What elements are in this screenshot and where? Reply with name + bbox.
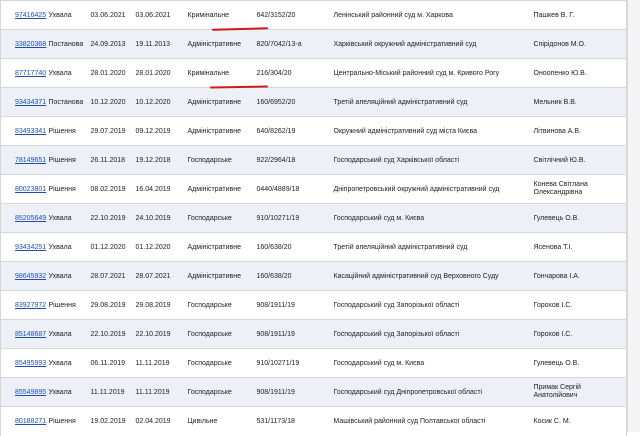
court-name: Ленінський районний суд м. Харкова bbox=[333, 11, 453, 19]
proceeding-form: Адміністративне bbox=[187, 185, 241, 193]
court-name: Окружний адміністративний суд міста Києва bbox=[333, 127, 478, 135]
table-row bbox=[1, 175, 627, 204]
decision-type-cell bbox=[47, 59, 89, 88]
decision-type: Постанова bbox=[48, 40, 84, 48]
registration-date-cell bbox=[134, 291, 186, 320]
judge-name-cell bbox=[532, 30, 627, 59]
decision-id-link-cell[interactable] bbox=[1, 320, 47, 349]
case-number-cell bbox=[255, 407, 332, 436]
table-row bbox=[1, 233, 627, 262]
table-row bbox=[1, 59, 627, 88]
registration-date-cell bbox=[134, 320, 186, 349]
results-body bbox=[1, 1, 627, 436]
judge-name-cell bbox=[532, 88, 627, 117]
proceeding-form: Господарське bbox=[187, 330, 232, 338]
decision-date-cell bbox=[89, 291, 134, 320]
decision-date: 11.11.2019 bbox=[90, 388, 125, 396]
decision-id-link-cell[interactable] bbox=[1, 146, 47, 175]
decision-id-link[interactable]: 98645932 bbox=[15, 272, 47, 280]
decision-id-link-cell[interactable] bbox=[1, 117, 47, 146]
registration-date: 11.11.2019 bbox=[135, 359, 170, 367]
decision-id-link[interactable]: 80188271 bbox=[15, 417, 47, 425]
proceeding-form: Адміністративне bbox=[187, 243, 241, 251]
proceeding-form-cell bbox=[186, 146, 255, 175]
case-number: 910/10271/19 bbox=[256, 359, 300, 367]
decision-type: Ухвала bbox=[48, 11, 72, 19]
decision-date: 29.07.2019 bbox=[90, 127, 126, 135]
proceeding-form-cell bbox=[186, 1, 255, 30]
decision-id-link-cell[interactable] bbox=[1, 349, 47, 378]
case-number-cell bbox=[255, 291, 332, 320]
registration-date: 22.10.2019 bbox=[135, 330, 171, 338]
table-row bbox=[1, 262, 627, 291]
case-number-cell bbox=[255, 88, 332, 117]
decision-date: 19.02.2019 bbox=[90, 417, 126, 425]
registration-date-cell bbox=[134, 88, 186, 117]
court-name-cell bbox=[332, 378, 532, 407]
judge-name: Мельник В.В. bbox=[533, 98, 577, 106]
case-number: 908/1911/19 bbox=[256, 388, 295, 396]
decision-date: 24.09.2013 bbox=[90, 40, 126, 48]
decision-id-link-cell[interactable] bbox=[1, 378, 47, 407]
decision-id-link[interactable]: 78149651 bbox=[15, 156, 47, 164]
decision-id-link[interactable]: 85148687 bbox=[15, 330, 47, 338]
judge-name: Світлічний Ю.В. bbox=[533, 156, 586, 164]
decision-type: Ухвала bbox=[48, 359, 72, 367]
judge-name: Гулевець О.В. bbox=[533, 359, 580, 367]
registration-date: 24.10.2019 bbox=[135, 214, 171, 222]
court-name: Господарський суд Запорізької області bbox=[333, 330, 460, 338]
proceeding-form: Господарське bbox=[187, 359, 232, 367]
decision-type-cell bbox=[47, 262, 89, 291]
court-name: Господарський суд м. Києва bbox=[333, 359, 425, 367]
registration-date-cell bbox=[134, 146, 186, 175]
decision-id-link-cell[interactable] bbox=[1, 407, 47, 436]
proceeding-form: Господарське bbox=[187, 214, 232, 222]
case-number-cell bbox=[255, 262, 332, 291]
decision-type: Постанова bbox=[48, 98, 84, 106]
decision-date: 01.12.2020 bbox=[90, 243, 126, 251]
court-name: Господарський суд Харківської області bbox=[333, 156, 459, 164]
proceeding-form: Господарське bbox=[187, 301, 232, 309]
registration-date-cell bbox=[134, 204, 186, 233]
proceeding-form-cell bbox=[186, 30, 255, 59]
decision-id-link-cell[interactable] bbox=[1, 1, 47, 30]
table-row bbox=[1, 349, 627, 378]
table-row bbox=[1, 320, 627, 349]
proceeding-form-cell bbox=[186, 407, 255, 436]
case-number: 908/1911/19 bbox=[256, 330, 295, 338]
court-name-cell bbox=[332, 349, 532, 378]
court-name-cell bbox=[332, 30, 532, 59]
registration-date-cell bbox=[134, 30, 186, 59]
proceeding-form: Кримінальне bbox=[187, 69, 229, 77]
decision-date: 10.12.2020 bbox=[90, 98, 126, 106]
table-row bbox=[1, 291, 627, 320]
case-number-cell bbox=[255, 59, 332, 88]
registration-date: 16.04.2019 bbox=[135, 185, 171, 193]
decision-type: Рішення bbox=[48, 417, 76, 425]
decision-id-link[interactable]: 85549895 bbox=[15, 388, 47, 396]
registration-date: 28.07.2021 bbox=[135, 272, 171, 280]
judge-name-cell bbox=[532, 204, 627, 233]
judge-name: Косик С. М. bbox=[533, 417, 571, 425]
judge-name-cell bbox=[532, 291, 627, 320]
decision-date-cell bbox=[89, 378, 134, 407]
court-name-cell bbox=[332, 204, 532, 233]
table-row bbox=[1, 117, 627, 146]
case-number-cell bbox=[255, 1, 332, 30]
decision-type-cell bbox=[47, 378, 89, 407]
court-name-cell bbox=[332, 88, 532, 117]
registration-date-cell bbox=[134, 262, 186, 291]
table-row bbox=[1, 204, 627, 233]
decision-id-link-cell[interactable] bbox=[1, 204, 47, 233]
proceeding-form: Господарське bbox=[187, 156, 232, 164]
court-name: Дніпропетровський окружний адміністративний суд bbox=[333, 185, 500, 193]
proceeding-form-cell bbox=[186, 59, 255, 88]
case-number: 642/3152/20 bbox=[256, 11, 296, 19]
case-number-cell bbox=[255, 204, 332, 233]
case-number: 922/2964/18 bbox=[256, 156, 296, 164]
proceeding-form: Кримінальне bbox=[187, 11, 229, 19]
court-name-cell bbox=[332, 117, 532, 146]
proceeding-form-cell bbox=[186, 204, 255, 233]
case-number-cell bbox=[255, 175, 332, 204]
table-row bbox=[1, 88, 627, 117]
court-name-cell bbox=[332, 1, 532, 30]
decision-id-link[interactable]: 85495993 bbox=[15, 359, 47, 367]
table-row bbox=[1, 407, 627, 436]
decision-type: Ухвала bbox=[48, 272, 72, 280]
decision-date-cell bbox=[89, 262, 134, 291]
table-row bbox=[1, 1, 627, 30]
registration-date-cell bbox=[134, 175, 186, 204]
case-number: 216/304/20 bbox=[256, 69, 292, 77]
court-name-cell bbox=[332, 59, 532, 88]
decision-date-cell bbox=[89, 30, 134, 59]
proceeding-form: Адміністративне bbox=[187, 127, 241, 135]
decision-id-link[interactable]: 93434371 bbox=[15, 98, 47, 106]
proceeding-form: Адміністративне bbox=[187, 272, 241, 280]
case-number-cell bbox=[255, 146, 332, 175]
case-number-cell bbox=[255, 233, 332, 262]
case-number: 0440/4889/18 bbox=[256, 185, 300, 193]
case-number: 908/1911/19 bbox=[256, 301, 295, 309]
decision-id-link[interactable]: 83493341 bbox=[15, 127, 47, 135]
decision-date: 06.11.2019 bbox=[90, 359, 126, 367]
judge-name: Оноопенко Ю.В. bbox=[533, 69, 587, 77]
registration-date: 01.12.2020 bbox=[135, 243, 171, 251]
decision-type: Ухвала bbox=[48, 69, 72, 77]
decision-type-cell bbox=[47, 407, 89, 436]
judge-name: Літвинова А.В. bbox=[533, 127, 581, 135]
proceeding-form-cell bbox=[186, 349, 255, 378]
proceeding-form-cell bbox=[186, 291, 255, 320]
registration-date-cell bbox=[134, 378, 186, 407]
proceeding-form-cell bbox=[186, 88, 255, 117]
decision-date-cell bbox=[89, 88, 134, 117]
decision-type: Ухвала bbox=[48, 330, 72, 338]
case-number: 160/638/20 bbox=[256, 243, 292, 251]
table-row bbox=[1, 146, 627, 175]
judge-name-cell bbox=[532, 349, 627, 378]
judge-name-cell bbox=[532, 59, 627, 88]
judge-name: Гулевець О.В. bbox=[533, 214, 580, 222]
judge-name: Горохов І.С. bbox=[533, 330, 573, 338]
registration-date-cell bbox=[134, 407, 186, 436]
decision-type-cell bbox=[47, 1, 89, 30]
decision-date: 03.06.2021 bbox=[90, 11, 126, 19]
decision-date-cell bbox=[89, 146, 134, 175]
case-number: 910/10271/19 bbox=[256, 214, 300, 222]
decision-date: 28.01.2020 bbox=[90, 69, 126, 77]
registration-date: 02.04.2019 bbox=[135, 417, 171, 425]
registration-date-cell bbox=[134, 1, 186, 30]
judge-name-cell bbox=[532, 320, 627, 349]
judge-name: Пашкев В. Г. bbox=[533, 11, 575, 19]
court-name: Касаційний адміністративний суд Верховного Суду bbox=[333, 272, 499, 280]
decision-type-cell bbox=[47, 117, 89, 146]
proceeding-form-cell bbox=[186, 233, 255, 262]
court-name: Господарський суд Дніпропетровської області bbox=[333, 388, 483, 396]
proceeding-form: Господарське bbox=[187, 388, 232, 396]
decision-date: 29.08.2019 bbox=[90, 301, 126, 309]
decision-type-cell bbox=[47, 30, 89, 59]
decision-date: 08.02.2019 bbox=[90, 185, 126, 193]
court-name-cell bbox=[332, 291, 532, 320]
court-name: Господарський суд м. Києва bbox=[333, 214, 425, 222]
decision-type: Рішення bbox=[48, 185, 76, 193]
court-name: Третій апеляційний адміністративний суд bbox=[333, 98, 468, 106]
decision-id-link[interactable]: 83927972 bbox=[15, 301, 47, 309]
court-name-cell bbox=[332, 262, 532, 291]
decision-type-cell bbox=[47, 349, 89, 378]
judge-name-cell bbox=[532, 233, 627, 262]
registration-date-cell bbox=[134, 59, 186, 88]
registration-date: 09.12.2019 bbox=[135, 127, 171, 135]
case-number-cell bbox=[255, 349, 332, 378]
decision-id-link-cell[interactable] bbox=[1, 30, 47, 59]
decision-type: Ухвала bbox=[48, 388, 72, 396]
decision-id-link-cell[interactable] bbox=[1, 88, 47, 117]
decision-id-link-cell[interactable] bbox=[1, 262, 47, 291]
decision-date-cell bbox=[89, 59, 134, 88]
judge-name: Конева Світлана Олександрівна bbox=[533, 181, 588, 196]
decision-type: Рішення bbox=[48, 127, 76, 135]
case-number-cell bbox=[255, 30, 332, 59]
court-name: Машівський районний суд Полтавської області bbox=[333, 417, 486, 425]
registration-date-cell bbox=[134, 117, 186, 146]
judge-name: Горохов І.С. bbox=[533, 301, 573, 309]
registration-date: 03.06.2021 bbox=[135, 11, 171, 19]
decision-id-link[interactable]: 33820368 bbox=[15, 40, 47, 48]
decision-type-cell bbox=[47, 204, 89, 233]
decision-date-cell bbox=[89, 204, 134, 233]
judge-name-cell bbox=[532, 407, 627, 436]
registration-date: 29.08.2019 bbox=[135, 301, 171, 309]
proceeding-form-cell bbox=[186, 378, 255, 407]
decision-id-link[interactable]: 93434251 bbox=[15, 243, 47, 251]
decision-type-cell bbox=[47, 233, 89, 262]
decision-id-link[interactable]: 80023801 bbox=[15, 185, 47, 193]
registration-date: 11.11.2019 bbox=[135, 388, 170, 396]
court-name: Харківський окружний адміністративний суд bbox=[333, 40, 477, 48]
table-row bbox=[1, 30, 627, 59]
table-row bbox=[1, 378, 627, 407]
decision-type: Рішення bbox=[48, 156, 76, 164]
decision-type-cell bbox=[47, 320, 89, 349]
registration-date-cell bbox=[134, 233, 186, 262]
case-number-cell bbox=[255, 117, 332, 146]
case-number: 160/638/20 bbox=[256, 272, 292, 280]
decision-id-link-cell[interactable] bbox=[1, 175, 47, 204]
decision-id-link[interactable]: 85205649 bbox=[15, 214, 47, 222]
court-name: Господарський суд Запорізької області bbox=[333, 301, 460, 309]
proceeding-form-cell bbox=[186, 262, 255, 291]
decision-date-cell bbox=[89, 175, 134, 204]
case-number: 820/7042/13-а bbox=[256, 40, 302, 48]
judge-name-cell bbox=[532, 175, 627, 204]
court-name-cell bbox=[332, 320, 532, 349]
registration-date: 19.11.2013 bbox=[135, 40, 171, 48]
case-number: 160/6952/20 bbox=[256, 98, 296, 106]
registration-date: 28.01.2020 bbox=[135, 69, 171, 77]
proceeding-form: Адміністративне bbox=[187, 98, 241, 106]
case-number: 640/8262/19 bbox=[256, 127, 296, 135]
judge-name-cell bbox=[532, 262, 627, 291]
decision-date-cell bbox=[89, 1, 134, 30]
decision-type: Ухвала bbox=[48, 214, 72, 222]
court-name-cell bbox=[332, 175, 532, 204]
decision-id-link[interactable]: 87717740 bbox=[15, 69, 47, 77]
decision-date: 28.07.2021 bbox=[90, 272, 126, 280]
decision-id-link-cell[interactable] bbox=[1, 59, 47, 88]
decision-id-link-cell[interactable] bbox=[1, 291, 47, 320]
decision-type-cell bbox=[47, 88, 89, 117]
judge-name: Гончарова І.А. bbox=[533, 272, 580, 280]
court-name-cell bbox=[332, 146, 532, 175]
decision-date-cell bbox=[89, 349, 134, 378]
judge-name: Спірідонов М.О. bbox=[533, 40, 586, 48]
court-name-cell bbox=[332, 407, 532, 436]
registration-date-cell bbox=[134, 349, 186, 378]
court-name-cell bbox=[332, 233, 532, 262]
decision-date-cell bbox=[89, 320, 134, 349]
judge-name-cell bbox=[532, 117, 627, 146]
registration-date: 19.12.2018 bbox=[135, 156, 171, 164]
proceeding-form-cell bbox=[186, 117, 255, 146]
decision-date: 22.10.2019 bbox=[90, 330, 126, 338]
proceeding-form: Цивільне bbox=[187, 417, 218, 425]
proceeding-form-cell bbox=[186, 320, 255, 349]
judge-name-cell bbox=[532, 1, 627, 30]
judge-name: Примак Сергій Анатолійович bbox=[533, 384, 581, 399]
case-number-cell bbox=[255, 378, 332, 407]
decision-type: Рішення bbox=[48, 301, 76, 309]
judge-name: Ясенова Т.І. bbox=[533, 243, 573, 251]
decision-date-cell bbox=[89, 117, 134, 146]
case-number: 531/1173/18 bbox=[256, 417, 295, 425]
case-number-cell bbox=[255, 320, 332, 349]
judge-name-cell bbox=[532, 378, 627, 407]
decision-type: Ухвала bbox=[48, 243, 72, 251]
judge-name-cell bbox=[532, 146, 627, 175]
decision-type-cell bbox=[47, 146, 89, 175]
proceeding-form: Адміністративне bbox=[187, 40, 241, 48]
decision-date-cell bbox=[89, 407, 134, 436]
decision-id-link[interactable]: 97416425 bbox=[15, 11, 47, 19]
decision-date: 26.11.2018 bbox=[90, 156, 126, 164]
court-name: Третій апеляційний адміністративний суд bbox=[333, 243, 468, 251]
decision-type-cell bbox=[47, 291, 89, 320]
vertical-scrollbar[interactable] bbox=[627, 0, 640, 432]
registration-date: 10.12.2020 bbox=[135, 98, 171, 106]
decision-type-cell bbox=[47, 175, 89, 204]
decision-date-cell bbox=[89, 233, 134, 262]
court-name: Центрально-Міський районний суд м. Кривого Рогу bbox=[333, 69, 500, 77]
decision-id-link-cell[interactable] bbox=[1, 233, 47, 262]
proceeding-form-cell bbox=[186, 175, 255, 204]
decision-date: 22.10.2019 bbox=[90, 214, 126, 222]
